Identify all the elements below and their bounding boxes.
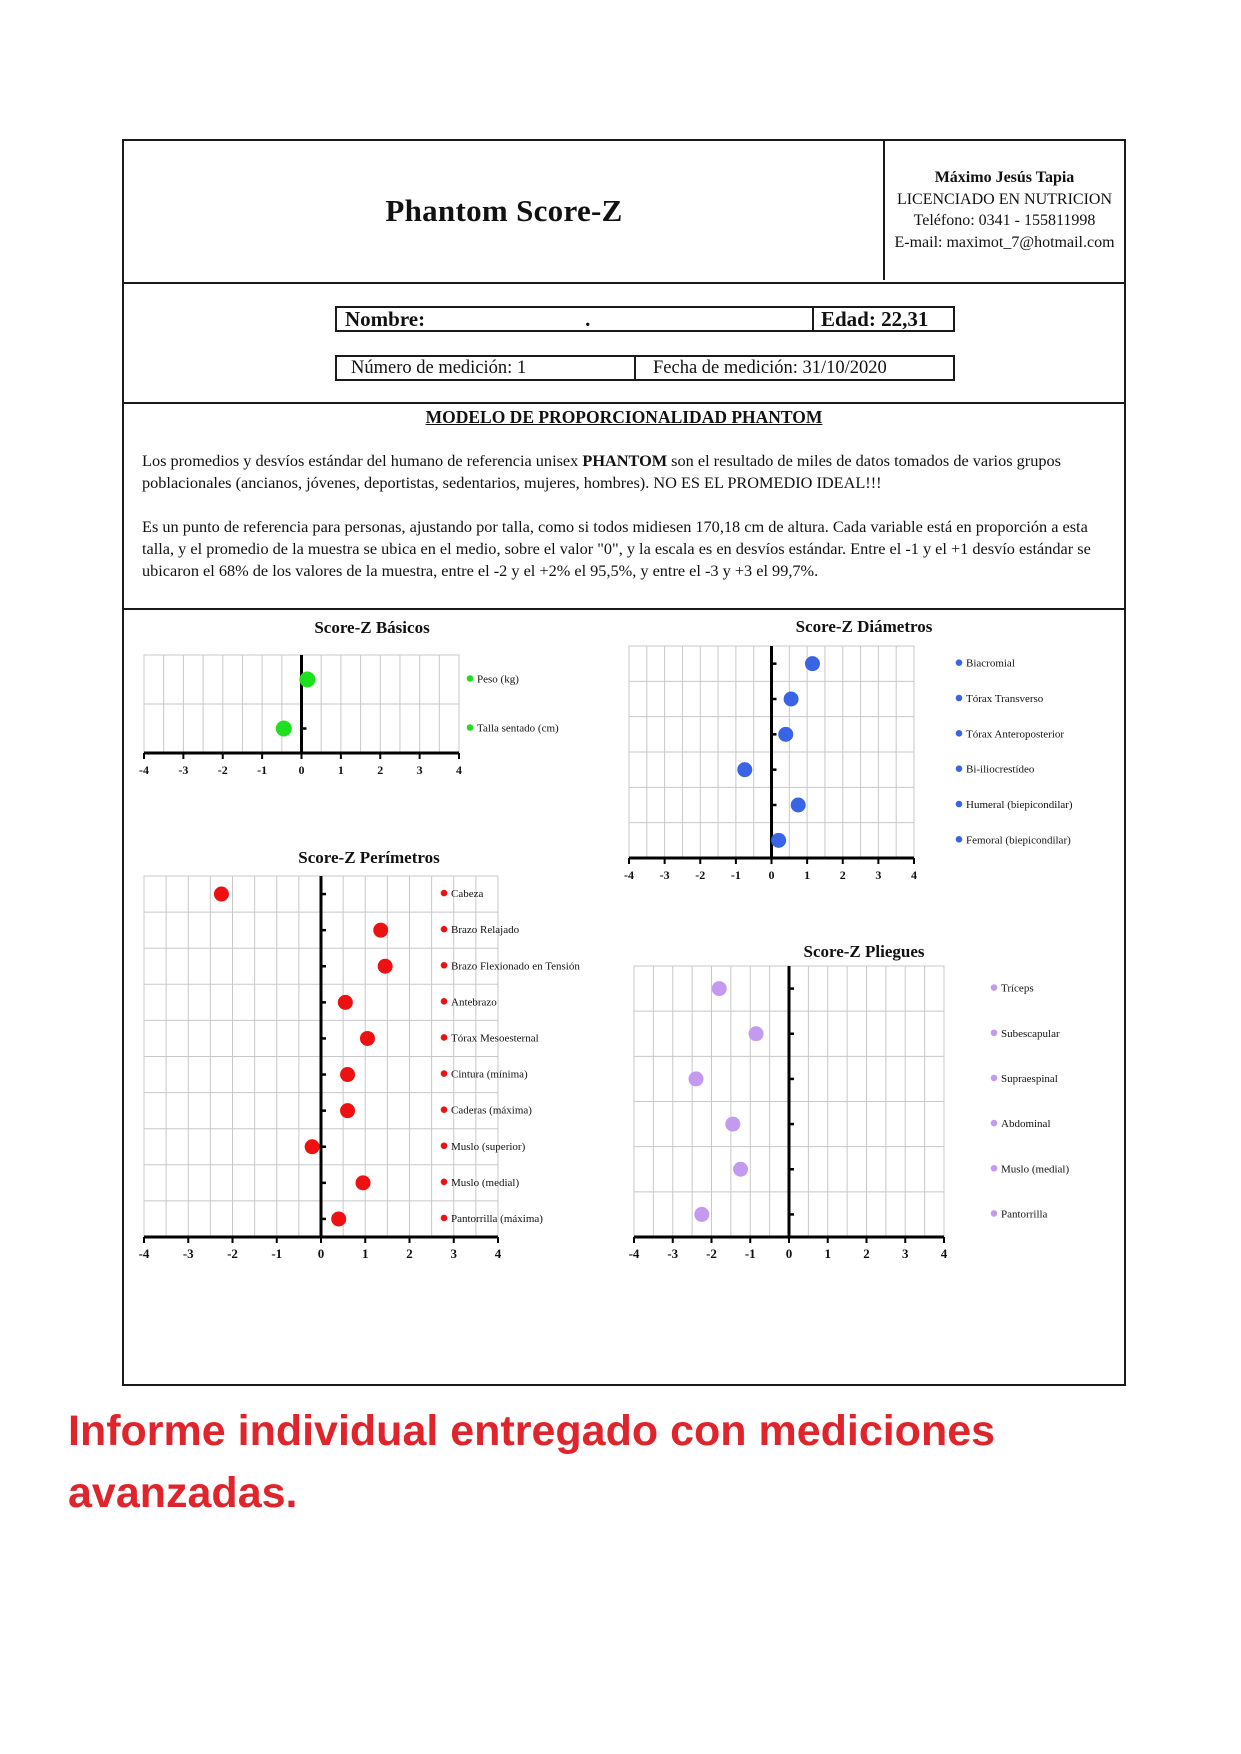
legend-marker	[467, 724, 474, 731]
legend-label: Bi-iliocrestídeo	[966, 763, 1035, 776]
report-title: Phantom Score-Z	[385, 192, 623, 228]
legend-marker	[991, 1120, 998, 1127]
x-tick-label: -2	[227, 1246, 238, 1261]
contact-email: E-mail: maximot_7@hotmail.com	[894, 233, 1115, 251]
x-tick-label: -3	[659, 868, 670, 882]
x-tick-label: 1	[337, 763, 344, 777]
legend-label: Antebrazo	[451, 996, 497, 1009]
data-point	[360, 1031, 375, 1046]
x-tick-label: -3	[667, 1246, 679, 1261]
p1-bold-phantom: PHANTOM	[582, 451, 668, 470]
data-point	[784, 692, 799, 707]
legend-marker	[956, 659, 963, 666]
legend-label: Humeral (biepicondilar)	[966, 799, 1073, 811]
legend-label: Talla sentado (cm)	[477, 722, 559, 735]
x-tick-label: 2	[406, 1246, 413, 1261]
legend-marker	[441, 1179, 448, 1186]
legend-marker	[991, 1075, 998, 1082]
x-tick-label: -3	[182, 1246, 194, 1261]
x-tick-label: -4	[628, 1246, 640, 1261]
x-tick-label: -4	[138, 1246, 150, 1261]
legend-marker	[991, 1165, 998, 1172]
model-paragraph-1	[142, 450, 1120, 494]
chart-title-perimetros: Score-Z Perímetros	[298, 848, 440, 867]
data-point	[340, 1103, 355, 1118]
legend-label: Abdominal	[1001, 1118, 1051, 1131]
model-paragraph-2: Es un punto de referencia para personas, ajustando por talla, como si todos midiesen 170,18 cm de altura. Cada variable está en proporción a esta talla, y el promedio de la muestra se ubica en el medio, sobre el valor "0", y la escala es en desvíos estándar. Entre el -1 y el +1 desvío estándar se ubicaron el 68% de los valores de la muestra, entre el -2 y el +2% el 95,5%, y entre el -3 y +3 el 99,7%.	[142, 517, 1091, 580]
name-value: .	[585, 307, 591, 331]
legend-label: Tórax Anteroposterior	[966, 728, 1065, 741]
report-header	[124, 141, 1124, 284]
contact-block	[885, 167, 1124, 253]
legend-label: Tríceps	[1001, 982, 1034, 995]
legend-label: Muslo (superior)	[451, 1140, 526, 1153]
name-field	[345, 308, 590, 330]
legend-marker	[467, 675, 474, 682]
data-point	[737, 762, 752, 777]
contact-name: Máximo Jesús Tapia	[934, 169, 1075, 186]
legend-label: Supraespinal	[1001, 1072, 1058, 1085]
charts-section	[124, 610, 1124, 1384]
legend-marker	[441, 962, 448, 969]
legend-marker	[956, 765, 963, 772]
chart-perimetros	[139, 848, 581, 1261]
x-tick-label: -1	[730, 868, 741, 882]
name-label: Nombre:	[345, 307, 426, 331]
x-tick-label: 3	[902, 1246, 909, 1261]
legend-label: Brazo Relajado	[451, 924, 520, 937]
legend-label: Tórax Transverso	[966, 693, 1044, 705]
chart-basicos	[139, 618, 559, 777]
chart-title-diametros: Score-Z Diámetros	[795, 617, 933, 636]
legend-marker	[441, 1215, 448, 1222]
chart-title-basicos: Score-Z Básicos	[314, 618, 430, 637]
legend-marker	[956, 836, 963, 843]
data-point	[378, 959, 393, 974]
legend-label: Femoral (biepicondilar)	[966, 834, 1071, 847]
x-tick-label: -1	[257, 763, 268, 777]
x-tick-label: 2	[839, 868, 846, 882]
x-tick-label: -4	[139, 763, 149, 777]
legend-label: Pantorrilla	[1001, 1208, 1048, 1221]
legend-marker	[441, 1070, 448, 1077]
x-tick-label: -1	[744, 1246, 756, 1261]
x-tick-label: -4	[624, 868, 634, 882]
row1-divider	[812, 308, 814, 330]
legend-label: Peso (kg)	[477, 673, 519, 686]
contact-phone: Teléfono: 0341 - 155811998	[913, 212, 1096, 229]
p1-text-a: Los promedios y desvíos estándar del humano de referencia unisex	[142, 451, 583, 470]
legend-label: Caderas (máxima)	[451, 1104, 532, 1117]
x-tick-label: 4	[911, 868, 917, 882]
data-point	[725, 1117, 740, 1132]
x-tick-label: 4	[456, 763, 462, 777]
data-point	[694, 1207, 709, 1222]
contact-profession: LICENCIADO EN NUTRICION	[896, 190, 1113, 208]
data-point	[331, 1211, 346, 1226]
data-point	[276, 721, 292, 737]
x-tick-label: -1	[271, 1246, 283, 1261]
legend-label: Muslo (medial)	[1001, 1163, 1070, 1176]
x-tick-label: 0	[768, 868, 775, 882]
measurement-number: Número de medición: 1	[351, 358, 527, 378]
data-point	[749, 1026, 764, 1041]
legend-label: Cabeza	[451, 888, 484, 901]
legend-label: Biacromial	[966, 657, 1015, 670]
x-tick-label: 2	[377, 763, 384, 777]
x-tick-label: 2	[863, 1246, 870, 1261]
data-point	[305, 1139, 320, 1154]
data-point	[791, 798, 806, 813]
p1-text-b: son el resultado de miles de datos tomados de varios grupos poblacionales (ancianos, jóvenes, deportistas, sedentarios, mujeres, hombres). NO ES EL PROMEDIO IDEAL!!!	[142, 451, 1061, 492]
legend-marker	[991, 1210, 998, 1217]
data-point	[356, 1175, 371, 1190]
data-point	[733, 1162, 748, 1177]
model-section	[124, 402, 1124, 610]
x-tick-label: 3	[416, 763, 423, 777]
legend-marker	[441, 998, 448, 1005]
model-title: MODELO DE PROPORCIONALIDAD PHANTOM	[425, 407, 823, 427]
x-tick-label: 0	[317, 1246, 325, 1261]
data-point	[712, 981, 727, 996]
legend-marker	[991, 1029, 998, 1036]
data-point	[689, 1071, 704, 1086]
legend-label: Cintura (mínima)	[451, 1068, 528, 1081]
legend-marker	[956, 730, 963, 737]
x-tick-label: -2	[217, 763, 228, 777]
x-tick-label: 3	[450, 1246, 457, 1261]
data-point	[771, 833, 786, 848]
data-point	[299, 672, 315, 688]
legend-marker	[991, 984, 998, 991]
x-tick-label: 0	[785, 1246, 793, 1261]
data-point	[338, 995, 353, 1010]
chart-title-pliegues: Score-Z Pliegues	[803, 942, 925, 961]
legend-marker	[441, 890, 448, 897]
x-tick-label: 4	[940, 1246, 948, 1261]
legend-marker	[441, 926, 448, 933]
data-point	[805, 656, 820, 671]
x-tick-label: 1	[804, 868, 811, 882]
legend-marker	[956, 695, 963, 702]
row2-divider	[634, 357, 636, 379]
x-tick-label: 4	[494, 1246, 502, 1261]
chart-pliegues	[629, 942, 1070, 1261]
phantom-report	[122, 139, 1126, 1386]
x-tick-label: 3	[875, 868, 882, 882]
x-tick-label: 1	[362, 1246, 369, 1261]
measurement-date: Fecha de medición: 31/10/2020	[653, 358, 887, 378]
x-tick-label: -3	[178, 763, 189, 777]
legend-marker	[441, 1106, 448, 1113]
x-tick-label: 1	[824, 1246, 831, 1261]
report-caption: Informe individual entregado con mediciones avanzadas.	[68, 1407, 996, 1517]
legend-marker	[441, 1034, 448, 1041]
legend-marker	[441, 1142, 448, 1149]
legend-label: Subescapular	[1001, 1027, 1060, 1040]
data-point	[373, 923, 388, 938]
age-field: Edad: 22,31	[821, 307, 929, 331]
patient-info-section	[124, 282, 1124, 404]
data-point	[340, 1067, 355, 1082]
chart-diametros	[624, 617, 1073, 882]
legend-label: Tórax Mesoesternal	[451, 1032, 539, 1045]
measurement-row	[335, 355, 955, 381]
data-point	[778, 727, 793, 742]
legend-marker	[956, 801, 963, 808]
x-tick-label: 0	[298, 763, 305, 777]
x-tick-label: -2	[695, 868, 706, 882]
x-tick-label: -2	[706, 1246, 717, 1261]
legend-label: Muslo (medial)	[451, 1176, 520, 1189]
charts-canvas	[124, 610, 1124, 1384]
data-point	[214, 887, 229, 902]
legend-label: Pantorrilla (máxima)	[451, 1212, 543, 1225]
patient-name-row	[335, 306, 955, 332]
legend-label: Brazo Flexionado en Tensión	[451, 960, 580, 973]
